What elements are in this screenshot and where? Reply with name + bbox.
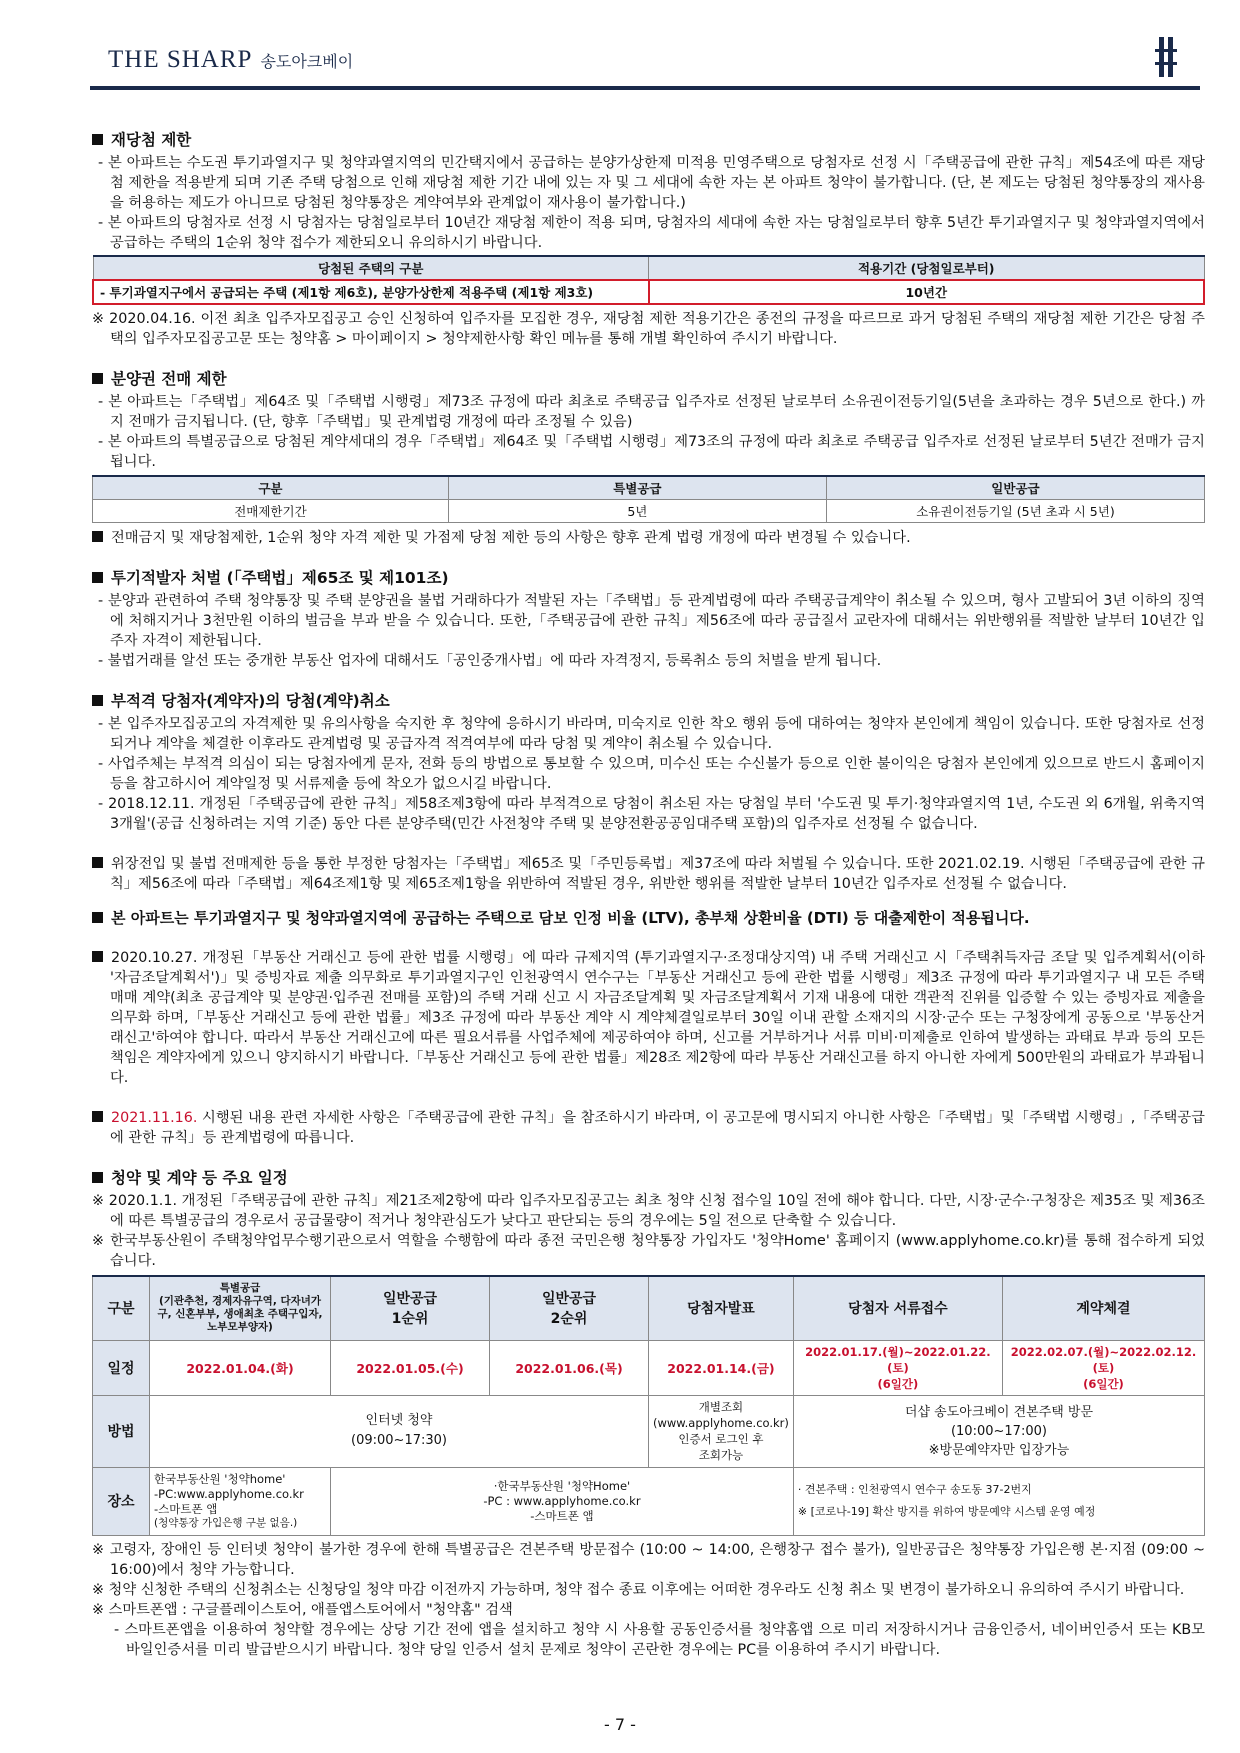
table-cell: 2022.01.14.(금) [649, 1340, 794, 1395]
sharp-mark-icon [1152, 37, 1180, 77]
square-bullet-icon [92, 912, 103, 923]
table-header: 계약체결 [1002, 1276, 1204, 1340]
reselection-table [92, 255, 1205, 305]
square-bullet-icon [92, 951, 103, 962]
table-cell: 2022.01.05.(수) [331, 1340, 490, 1395]
page-header [0, 0, 1240, 95]
brand-name: THE SHARP [108, 46, 253, 73]
table-cell: 더샵 송도아크베이 견본주택 방문 (10:00~17:00) ※방문예약자만 입장가능 [793, 1395, 1204, 1467]
square-bullet-icon [92, 1172, 103, 1183]
paragraph: - 사업주체는 부적격 의심이 되는 당첨자에게 문자, 전화 등의 방법으로 통보할 수 있으며, 미수신 또는 수신불가 등으로 인한 불이익은 당첨자 본인에게 있으므로 반드시 홈페이지 등을 참고하시어 계약일정 및 서류제출 등에 착오가 없으시길 바랍니다. [98, 756, 1205, 792]
loan-restriction-notice: 본 아파트는 투기과열지구 및 청약과열지역에 공급하는 주택으로 담보 인정 비율 (LTV), 총부채 상환비율 (DTI) 등 대출제한이 적용됩니다. [92, 908, 1205, 928]
table-cell: 10년간 [649, 280, 1205, 304]
paragraph: 2020.10.27. 개정된「부동산 거래신고 등에 관한 법률 시행령」에 따라 규제지역 (투기과열지구·조정대상지역) 내 주택 거래신고 시「주택취득자금 조달 및 입주계획서(이하 '자금조달계획서')」및 증빙자료 제출 의무화로 투기과열지구인 인천광역시 연수구는「부동산 거래신고 등에 관한 법률 시행령」제3조 규정에 따라 투기과열지구 내 모든 주택매매 계약(최초 공급계약 및 분양권·입주권 전매를 포함)의 주택 거래 신고 시 자금조달계획 및 자금조달계획서 기재 내용에 대한 객관적 진위를 입증할 수 있는 증빙자료 제출을 의무화 하며,「부동산 거래신고 등에 관한 법률」제3조 규정에 따라 부동산 계약 시 계약체결일로부터 30일 이내 관할 소재지의 시장·군수 또는 구청장에게 공동으로 '부동산거래신고'하여야 합니다. 따라서 부동산 거래신고에 따른 필요서류를 사업주체에 제공하여야 하며, 신고를 거부하거나 서류 미비·미제출로 인하여 발생하는 과태료 부과 등의 모든 책임은 계약자에게 있으니 양지하시기 바랍니다.「부동산 거래신고 등에 관한 법률」제28조 제2항에 따라 부동산 거래신고를 하지 아니한 자에게 500만원의 과태료가 부과됩니다. [92, 948, 1205, 1088]
table-cell: 2022.02.07.(월)~2022.02.12.(토) (6일간) [1002, 1340, 1204, 1395]
paragraph: - 본 아파트는「주택법」제64조 및「주택법 시행령」제73조 규정에 따라 최초로 주택공급 입주자로 선정된 날로부터 소유권이전등기일(5년을 초과하는 경우 5년으로 한다.) 까지 전매가 금지됩니다. (단, 향후「주택법」및 관계법령 개정에 따라 조정될 수 있음) [98, 394, 1205, 430]
section-title-resale: 분양권 전매 제한 [92, 369, 1205, 390]
paragraph: - 불법거래를 알선 또는 중개한 부동산 업자에 대해서도「공인중개사법」에 따라 자격정지, 등록취소 등의 처벌을 받게 됩니다. [98, 653, 882, 669]
table-cell: - 투기과열지구에서 공급되는 주택 (제1항 제6호), 분양가상한제 적용주택 (제1항 제3호) [93, 280, 649, 304]
table-header: 특별공급 (기관추천, 경제자유구역, 다자녀가구, 신혼부부, 생애최초 주택구입자, 노부모부양자) [150, 1276, 331, 1340]
paragraph: - 본 아파트의 당첨자로 선정 시 당첨자는 당첨일로부터 10년간 재당첨 제한이 적용 되며, 당첨자의 세대에 속한 자는 당첨일로부터 향후 5년간 투기과열지구 및 청약과열지역에서 공급하는 주택의 1순위 청약 접수가 제한되오니 유의하시기 바랍니다. [98, 215, 1205, 251]
paragraph: 2021.11.16. 시행된 내용 관련 자세한 사항은「주택공급에 관한 규칙」을 참조하시기 바라며, 이 공고문에 명시되지 아니한 사항은「주택법」및「주택법 시행령」,「주택공급에 관한 규칙」등 관계법령에 따릅니다. [92, 1108, 1205, 1148]
note: ※ 2020.04.16. 이전 최초 입주자모집공고 승인 신청하여 입주자를 모집한 경우, 재당첨 제한 적용기간은 종전의 규정을 따르므로 과거 당첨된 주택의 재당첨 제한 기간은 당첨 주택의 입주자모집공고문 또는 청약홈 > 마이페이지 > 청약제한사항 확인 메뉴를 통해 개별 확인하여 주시기 바랍니다. [92, 311, 1205, 347]
paragraph: - 2018.12.11. 개정된「주택공급에 관한 규칙」제58조제3항에 따라 부적격으로 당첨이 취소된 자는 당첨일 부터 '수도권 및 투기·청약과열지역 1년, 수도권 외 6개월, 위축지역 3개월'(공급 신청하려는 지역 기준) 동안 다른 분양주택(민간 사전청약 주택 및 분양전환공공임대주택 포함)의 입주자로 선정될 수 없습니다. [98, 796, 1206, 832]
table-cell: 5년 [448, 500, 826, 523]
table-header: 특별공급 [448, 476, 826, 500]
table-header: 구분 [93, 476, 449, 500]
table-cell: 개별조회 (www.applyhome.co.kr) 인증서 로그인 후 조회가능 [649, 1395, 794, 1467]
table-header: 당첨자발표 [649, 1276, 794, 1340]
row-header: 장소 [93, 1467, 150, 1535]
table-cell: 2022.01.04.(화) [150, 1340, 331, 1395]
table-header: 일반공급 2순위 [490, 1276, 649, 1340]
table-cell: 인터넷 청약 (09:00~17:30) [150, 1395, 649, 1467]
resale-table [92, 475, 1205, 523]
table-header: 당첨된 주택의 구분 [93, 256, 649, 280]
square-bullet-icon [92, 1111, 103, 1122]
paragraph: - 본 입주자모집공고의 자격제한 및 유의사항을 숙지한 후 청약에 응하시기 바라며, 미숙지로 인한 착오 행위 등에 대하여는 청약자 본인에게 책임이 있습니다. 또한 당첨자로 선정되거나 계약을 체결한 이후라도 관계법령 및 공급자격 적격여부에 따라 당첨 및 계약이 취소될 수 있습니다. [98, 716, 1205, 752]
section-title-schedule: 청약 및 계약 등 주요 일정 [92, 1168, 1205, 1189]
table-cell: 전매제한기간 [93, 500, 449, 523]
square-bullet-icon [92, 373, 103, 384]
row-header: 방법 [93, 1395, 150, 1467]
note: ※ 청약 신청한 주택의 신청취소는 신청당일 청약 마감 이전까지 가능하며, 청약 접수 종료 이후에는 어떠한 경우라도 신청 취소 및 변경이 불가하오니 유의하여 주시기 바랍니다. [92, 1581, 1185, 1598]
paragraph: - 본 아파트의 특별공급으로 당첨된 계약세대의 경우「주택법」제64조 및「주택법 시행령」제73조의 규정에 따라 최초로 주택공급 입주자로 선정된 날로부터 5년간 전매가 금지됩니다. [98, 434, 1205, 470]
section-title-cancellation: 부적격 당첨자(계약자)의 당첨(계약)취소 [92, 691, 1205, 712]
square-bullet-icon [92, 572, 103, 583]
table-header: 구분 [93, 1276, 150, 1340]
row-header: 일정 [93, 1340, 150, 1395]
paragraph: 전매금지 및 재당첨제한, 1순위 청약 자격 제한 및 가점제 당첨 제한 등의 사항은 향후 관계 법령 개정에 따라 변경될 수 있습니다. [92, 528, 1205, 548]
section-title-penalty: 투기적발자 처벌 (「주택법」제65조 및 제101조) [92, 568, 1205, 589]
note: ※ 스마트폰앱 : 구글플레이스토어, 애플앱스토어에서 "청약홈" 검색 [92, 1601, 513, 1618]
highlight-date: 2021.11.16. [111, 1110, 198, 1126]
table-cell: · 견본주택 : 인천광역시 연수구 송도동 37-2번지 ※ [코로나-19] 확산 방지를 위하여 방문예약 시스템 운영 예정 [793, 1467, 1204, 1535]
page-number: - 7 - [604, 1715, 636, 1734]
note: ※ 한국부동산원이 주택청약업무수행기관으로서 역할을 수행함에 따라 종전 국민은행 청약통장 가입자도 '청약Home' 홈페이지 (www.applyhome.co.kr)를 통해 접수하게 되었습니다. [92, 1233, 1205, 1269]
table-header: 당첨자 서류접수 [793, 1276, 1002, 1340]
square-bullet-icon [92, 695, 103, 706]
note: ※ 고령자, 장애인 등 인터넷 청약이 불가한 경우에 한해 특별공급은 견본주택 방문접수 (10:00 ~ 14:00, 은행창구 접수 불가), 일반공급은 청약통장 가입은행 본·지점 (09:00 ~ 16:00)에서 청약 가능합니다. [92, 1541, 1205, 1578]
header-divider [90, 86, 1200, 90]
paragraph: - 본 아파트는 수도권 투기과열지구 및 청약과열지역의 민간택지에서 공급하는 분양가상한제 미적용 민영주택으로 당첨자로 선정 시「주택공급에 관한 규칙」제54조에 따른 재당첨 제한을 적용받게 되며 기존 주택 당첨으로 인해 재당첨 제한 기간 내에 있는 자 및 그 세대에 속한 자는 본 아파트 청약이 불가합니다. (단, 본 제도는 당첨된 청약통장의 재사용을 허용하는 제도가 아니므로 당첨된 청약통장은 계약여부와 관계없이 재사용이 불가합니다.) [98, 155, 1205, 211]
table-row [93, 280, 1204, 304]
square-bullet-icon [92, 134, 103, 145]
table-cell: 2022.01.17.(월)~2022.01.22.(토) (6일간) [793, 1340, 1002, 1395]
brand-logo [108, 46, 353, 74]
section-title-reselection: 재당첨 제한 [92, 130, 1205, 151]
square-bullet-icon [92, 857, 103, 868]
table-cell: 소유권이전등기일 (5년 초과 시 5년) [826, 500, 1204, 523]
square-bullet-icon [92, 531, 103, 542]
table-row [93, 1395, 1205, 1467]
paragraph: - 분양과 관련하여 주택 청약통장 및 주택 분양권을 불법 거래하다가 적발된 자는「주택법」등 관계법령에 따라 주택공급계약이 취소될 수 있으며, 형사 고발되어 3년 이하의 징역에 처해지거나 3천만원 이하의 벌금을 부과 받을 수 있습니다. 또한,「주택공급에 관한 규칙」제56조에 따라 공급질서 교란자에 대해서는 위반행위를 적발한 날부터 10년간 입주자 자격이 제한됩니다. [98, 593, 1205, 649]
paragraph: - 스마트폰앱을 이용하여 청약할 경우에는 상당 기간 전에 앱을 설치하고 청약 시 사용할 공동인증서를 청약홈앱 으로 미리 저장하시거나 금융인증서, 네이버인증서 또는 KB모바일인증서를 미리 발급받으시기 바랍니다. 청약 당일 인증서 설치 문제로 청약이 곤란한 경우에는 PC를 이용하여 주시기 바랍니다. [114, 1621, 1205, 1658]
note: ※ 2020.1.1. 개정된「주택공급에 관한 규칙」제21조제2항에 따라 입주자모집공고는 최초 청약 신청 접수일 10일 전에 해야 합니다. 다만, 시장·군수·구청장은 제35조 및 제36조에 따른 특별공급의 경우로서 공급물량이 적거나 청약관심도가 낮다고 판단되는 등의 경우에는 5일 전으로 단축할 수 있습니다. [92, 1193, 1205, 1229]
table-header: 일반공급 1순위 [331, 1276, 490, 1340]
table-row [93, 500, 1205, 523]
table-cell: 2022.01.06.(목) [490, 1340, 649, 1395]
table-header: 일반공급 [826, 476, 1204, 500]
schedule-table [92, 1275, 1205, 1536]
paragraph: 위장전입 및 불법 전매제한 등을 통한 부정한 당첨자는「주택법」제65조 및「주민등록법」제37조에 따라 처벌될 수 있습니다. 또한 2021.02.19. 시행된「주택공급에 관한 규칙」제56조에 따라「주택법」제64조제1항 및 제65조제1항을 위반하여 적발된 경우, 위반한 행위를 적발한 날부터 10년간 입주자로 선정될 수 없습니다. [92, 854, 1205, 894]
table-cell: 한국부동산원 '청약home' -PC:www.applyhome.co.kr -스마트폰 앱 (청약통장 가입은행 구분 없음.) [150, 1467, 331, 1535]
table-header: 적용기간 (당첨일로부터) [649, 256, 1205, 280]
table-cell: ·한국부동산원 '청약Home' -PC : www.applyhome.co.kr -스마트폰 앱 [331, 1467, 794, 1535]
table-row [93, 1467, 1205, 1535]
brand-subtitle: 송도아크베이 [260, 52, 354, 71]
table-row [93, 1340, 1205, 1395]
document-body [92, 130, 1205, 1660]
